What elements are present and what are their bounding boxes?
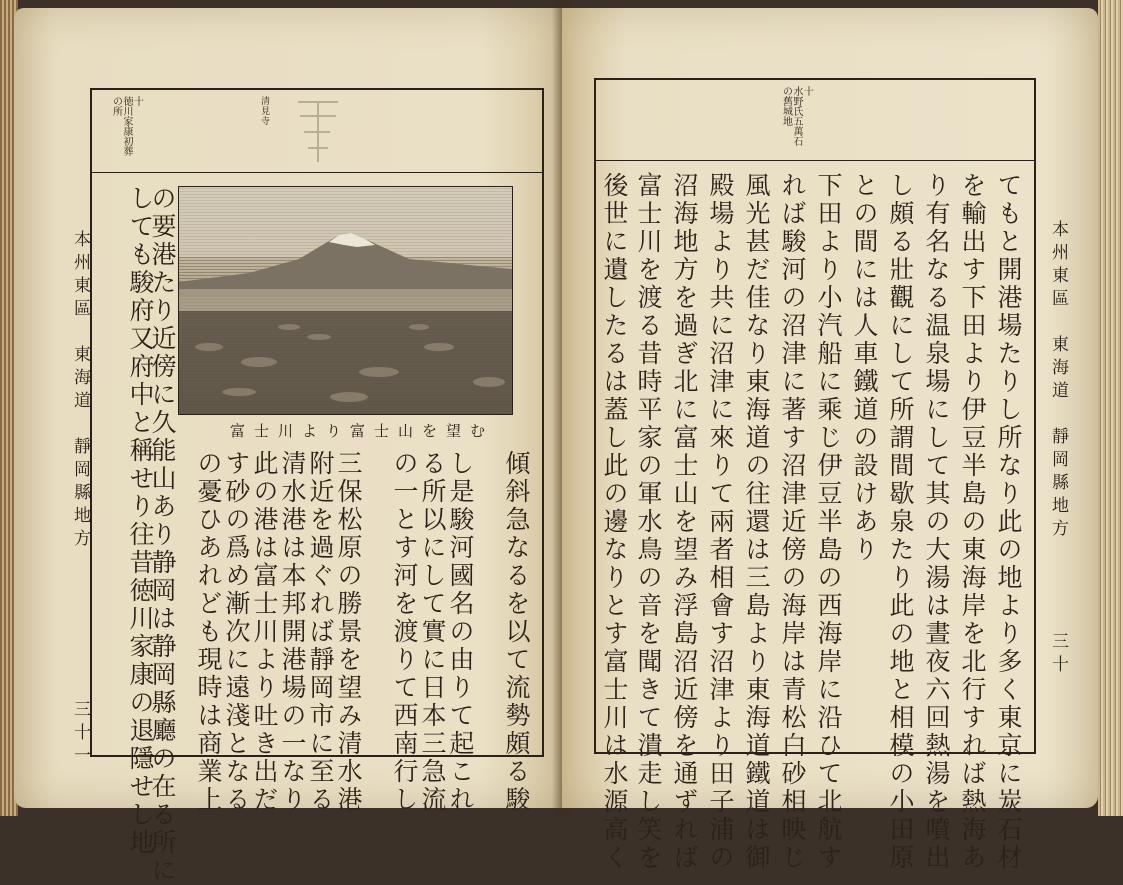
text-column: 風光甚だ佳なり東海道の往還は三島より東海道鐵道は御 xyxy=(742,172,771,872)
left-picture-label-2: 清見寺 xyxy=(259,96,269,126)
text-column: 傾斜急なるを以て流勢頗る駿 xyxy=(502,450,531,814)
text-column: 附近を過ぐれば靜岡市に至る xyxy=(306,450,335,814)
right-picture-label: 十 水野氏五萬石 の舊城地 xyxy=(780,86,813,146)
text-column: の要港たり近傍に久能山あり静岡は静岡縣廳の在る所に xyxy=(148,185,177,885)
text-column: 下田より小汽船に乘じ伊豆半島の西海岸に沿ひて北航す xyxy=(814,172,843,872)
picture-caption: 富士川より富士山を望む xyxy=(230,422,495,440)
right-page-number: 三十 xyxy=(1048,632,1068,678)
text-column: との間には人車鐵道の設けあり xyxy=(850,172,879,564)
right-running-head: 本州東區 東海道 靜岡縣地方 xyxy=(1048,220,1068,542)
text-column: 清水港は本邦開港場の一なり xyxy=(278,450,307,814)
left-running-head: 本州東區 東海道 靜岡縣地方 xyxy=(70,230,90,552)
text-column: す砂の爲め漸次に遠淺となる xyxy=(222,450,251,814)
text-column: 後世に遺したるは蓋し此の邊なりとす富士川は水源高く xyxy=(600,172,629,872)
left-page-number: 三十一 xyxy=(70,700,90,769)
book-edge-right xyxy=(1098,0,1123,816)
text-column: 沼海地方を過ぎ北に富士山を望み浮島沼近傍を通ずれば xyxy=(670,172,699,872)
text-column: しても駿府又府中と稱せり往昔徳川家康の退隱せし地 xyxy=(126,185,155,857)
mount-fuji-illustration xyxy=(178,186,513,415)
text-column: を輸出す下田より伊豆半島の東海岸を北行すれば熱海あ xyxy=(958,172,987,872)
right-header-rule xyxy=(596,160,1034,161)
stamp-mark-icon xyxy=(290,96,346,168)
text-column: の一とす河を渡りて西南行し xyxy=(390,450,419,814)
left-header-rule xyxy=(92,172,542,173)
text-column: れば駿河の沼津に著す沼津近傍の海岸は青松白砂相映じ xyxy=(778,172,807,872)
text-column: の憂ひあれども現時は商業上 xyxy=(194,450,223,814)
text-column: 三保松原の勝景を望み清水港 xyxy=(334,450,363,814)
text-column: る所以にして實に日本三急流 xyxy=(418,450,447,814)
text-column: 此の港は富士川より吐き出だ xyxy=(250,450,279,814)
text-column: てもと開港場たりし所なり此の地より多く東京に炭石材 xyxy=(994,172,1023,872)
mountain-icon xyxy=(179,187,512,414)
text-column: り有名なる温泉場にして其の大湯は晝夜六回熱湯を噴出 xyxy=(922,172,951,872)
text-column: 富士川を渡る昔時平家の軍水鳥の音を聞きて潰走し笑を xyxy=(634,172,663,872)
left-picture-label-1: 十 徳川家康初葬 の所 xyxy=(110,96,143,156)
text-column: し頗る壯觀にして所謂間歇泉たり此の地と相模の小田原 xyxy=(886,172,915,872)
text-column: 殿場より共に沼津に來りて兩者相會す沼津より田子浦の xyxy=(706,172,735,872)
text-column: し是駿河國名の由りて起これ xyxy=(446,450,475,814)
